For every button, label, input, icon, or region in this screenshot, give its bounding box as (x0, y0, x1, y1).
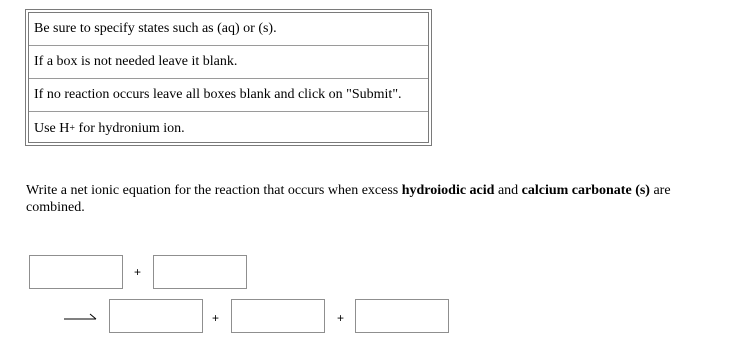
instruction-blank (29, 46, 428, 79)
reaction-arrow-icon (64, 313, 98, 321)
plus-sign-products-2: + (337, 311, 345, 325)
instruction-blank-text: If a box is not needed leave it blank. (34, 54, 238, 69)
instruction-states-text: Be sure to specify states such as (aq) or (s). (34, 21, 277, 36)
reactant-box-1[interactable] (29, 255, 123, 289)
instructions-box (25, 9, 432, 146)
reactant-box-2[interactable] (153, 255, 247, 289)
plus-sign-products-1: + (212, 311, 220, 325)
reactant-2: calcium carbonate (s) (521, 183, 650, 198)
product-box-2[interactable] (231, 299, 325, 333)
reactant-1: hydroiodic acid (401, 183, 495, 198)
instructions-inner (28, 12, 429, 143)
question-text (26, 182, 716, 216)
product-box-3[interactable] (355, 299, 449, 333)
instruction-no-reaction-text: If no reaction occurs leave all boxes blank and click on "Submit". (34, 87, 402, 102)
instruction-states (29, 13, 428, 46)
product-box-1[interactable] (109, 299, 203, 333)
instruction-no-reaction (29, 79, 428, 112)
instruction-hydronium-prefix: Use H (34, 120, 70, 136)
instruction-hydronium-suffix: for hydronium ion. (75, 120, 185, 136)
plus-sign-reactants: + (134, 265, 142, 279)
instruction-hydronium-sup: + (69, 123, 76, 134)
question-middle: and (494, 183, 522, 198)
question-before: Write a net ionic equation for the reaction that occurs when excess (26, 183, 402, 198)
instruction-hydronium (29, 112, 428, 145)
question-after: are combined. (26, 183, 671, 215)
